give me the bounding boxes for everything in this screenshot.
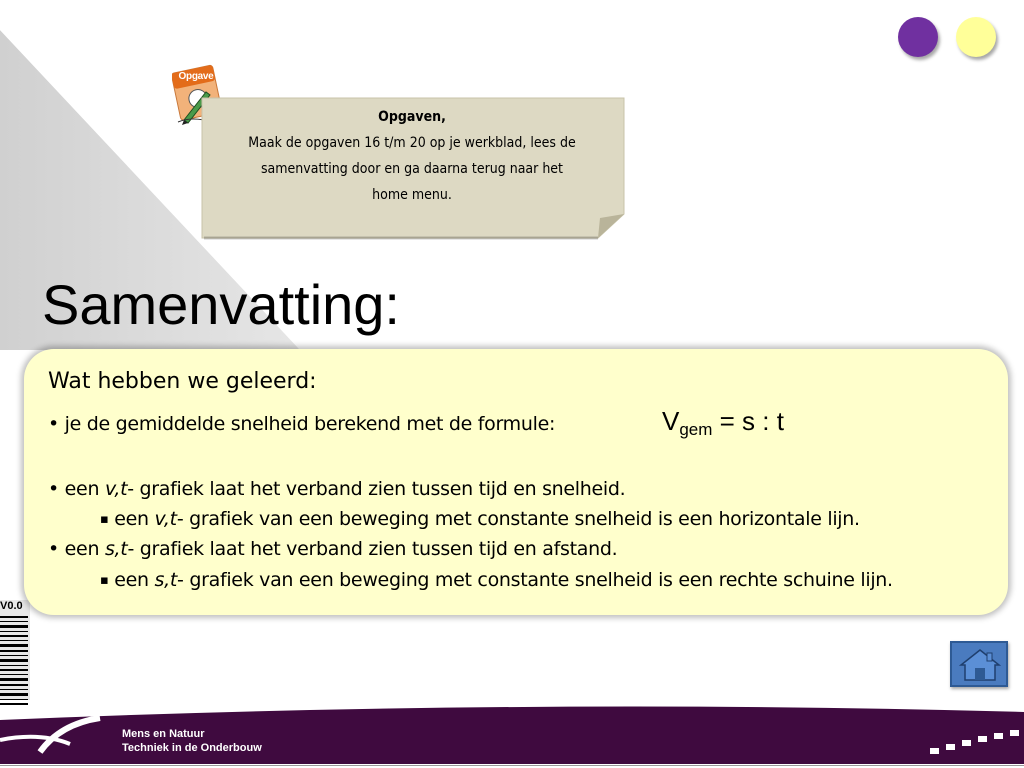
yellow-dot <box>956 17 996 57</box>
bullet-marker: • <box>48 478 59 500</box>
bullet-pre: een <box>64 538 105 560</box>
sub-bullet-vt-horizontal <box>100 508 860 530</box>
footer-text <box>122 727 262 755</box>
opgaven-note <box>200 96 626 240</box>
bullet-text: - grafiek laat het verband zien tussen tijd en afstand. <box>127 538 618 560</box>
summary-box <box>24 349 1008 615</box>
bullet-marker: • <box>48 413 59 435</box>
bullet-italic: s,t <box>104 538 128 560</box>
note-line-3: home menu. <box>372 187 452 203</box>
sub-bullet-text: - grafiek van een beweging met constante snelheid is een horizontale lijn. <box>176 508 860 530</box>
sub-bullet-marker: ▪ <box>100 573 109 588</box>
bullet-vt-graph <box>48 478 625 500</box>
formula-v: V <box>662 406 680 436</box>
bullet-text: je de gemiddelde snelheid berekend met de formule: <box>64 413 556 435</box>
sub-bullet-pre: een <box>114 569 155 591</box>
opgave-label: Opgave <box>178 71 214 82</box>
sub-bullet-italic: s,t <box>154 569 178 591</box>
formula-subscript: gem <box>679 420 713 439</box>
note-title: Opgaven, <box>378 109 446 125</box>
footer-line-2: Techniek in de Onderbouw <box>122 742 262 754</box>
sub-bullet-st-slanted <box>100 569 893 591</box>
footer-line-1: Mens en Natuur <box>122 728 205 740</box>
note-line-1: Maak de opgaven 16 t/m 20 op je werkblad, lees de <box>248 135 576 151</box>
formula-rest: = s : t <box>712 406 784 436</box>
summary-heading: Wat hebben we geleerd: <box>48 369 317 394</box>
sub-bullet-pre: een <box>114 508 155 530</box>
bullet-text: - grafiek laat het verband zien tussen tijd en snelheid. <box>127 478 626 500</box>
home-button[interactable] <box>950 641 1008 687</box>
average-speed-formula <box>662 406 784 440</box>
version-label: V0.0 <box>0 600 23 612</box>
home-icon <box>958 647 1002 683</box>
bullet-italic: v,t <box>104 478 128 500</box>
bullet-formula <box>48 413 555 435</box>
purple-dot <box>898 17 938 57</box>
sub-bullet-text: - grafiek van een beweging met constante snelheid is een rechte schuine lijn. <box>177 569 893 591</box>
bullet-marker: • <box>48 538 59 560</box>
sub-bullet-italic: v,t <box>154 508 177 530</box>
bullet-pre: een <box>64 478 105 500</box>
note-line-2: samenvatting door en ga daarna terug naar het <box>260 161 563 177</box>
bullet-st-graph <box>48 538 617 560</box>
sub-bullet-marker: ▪ <box>100 512 109 527</box>
page-title: Samenvatting: <box>42 273 400 336</box>
